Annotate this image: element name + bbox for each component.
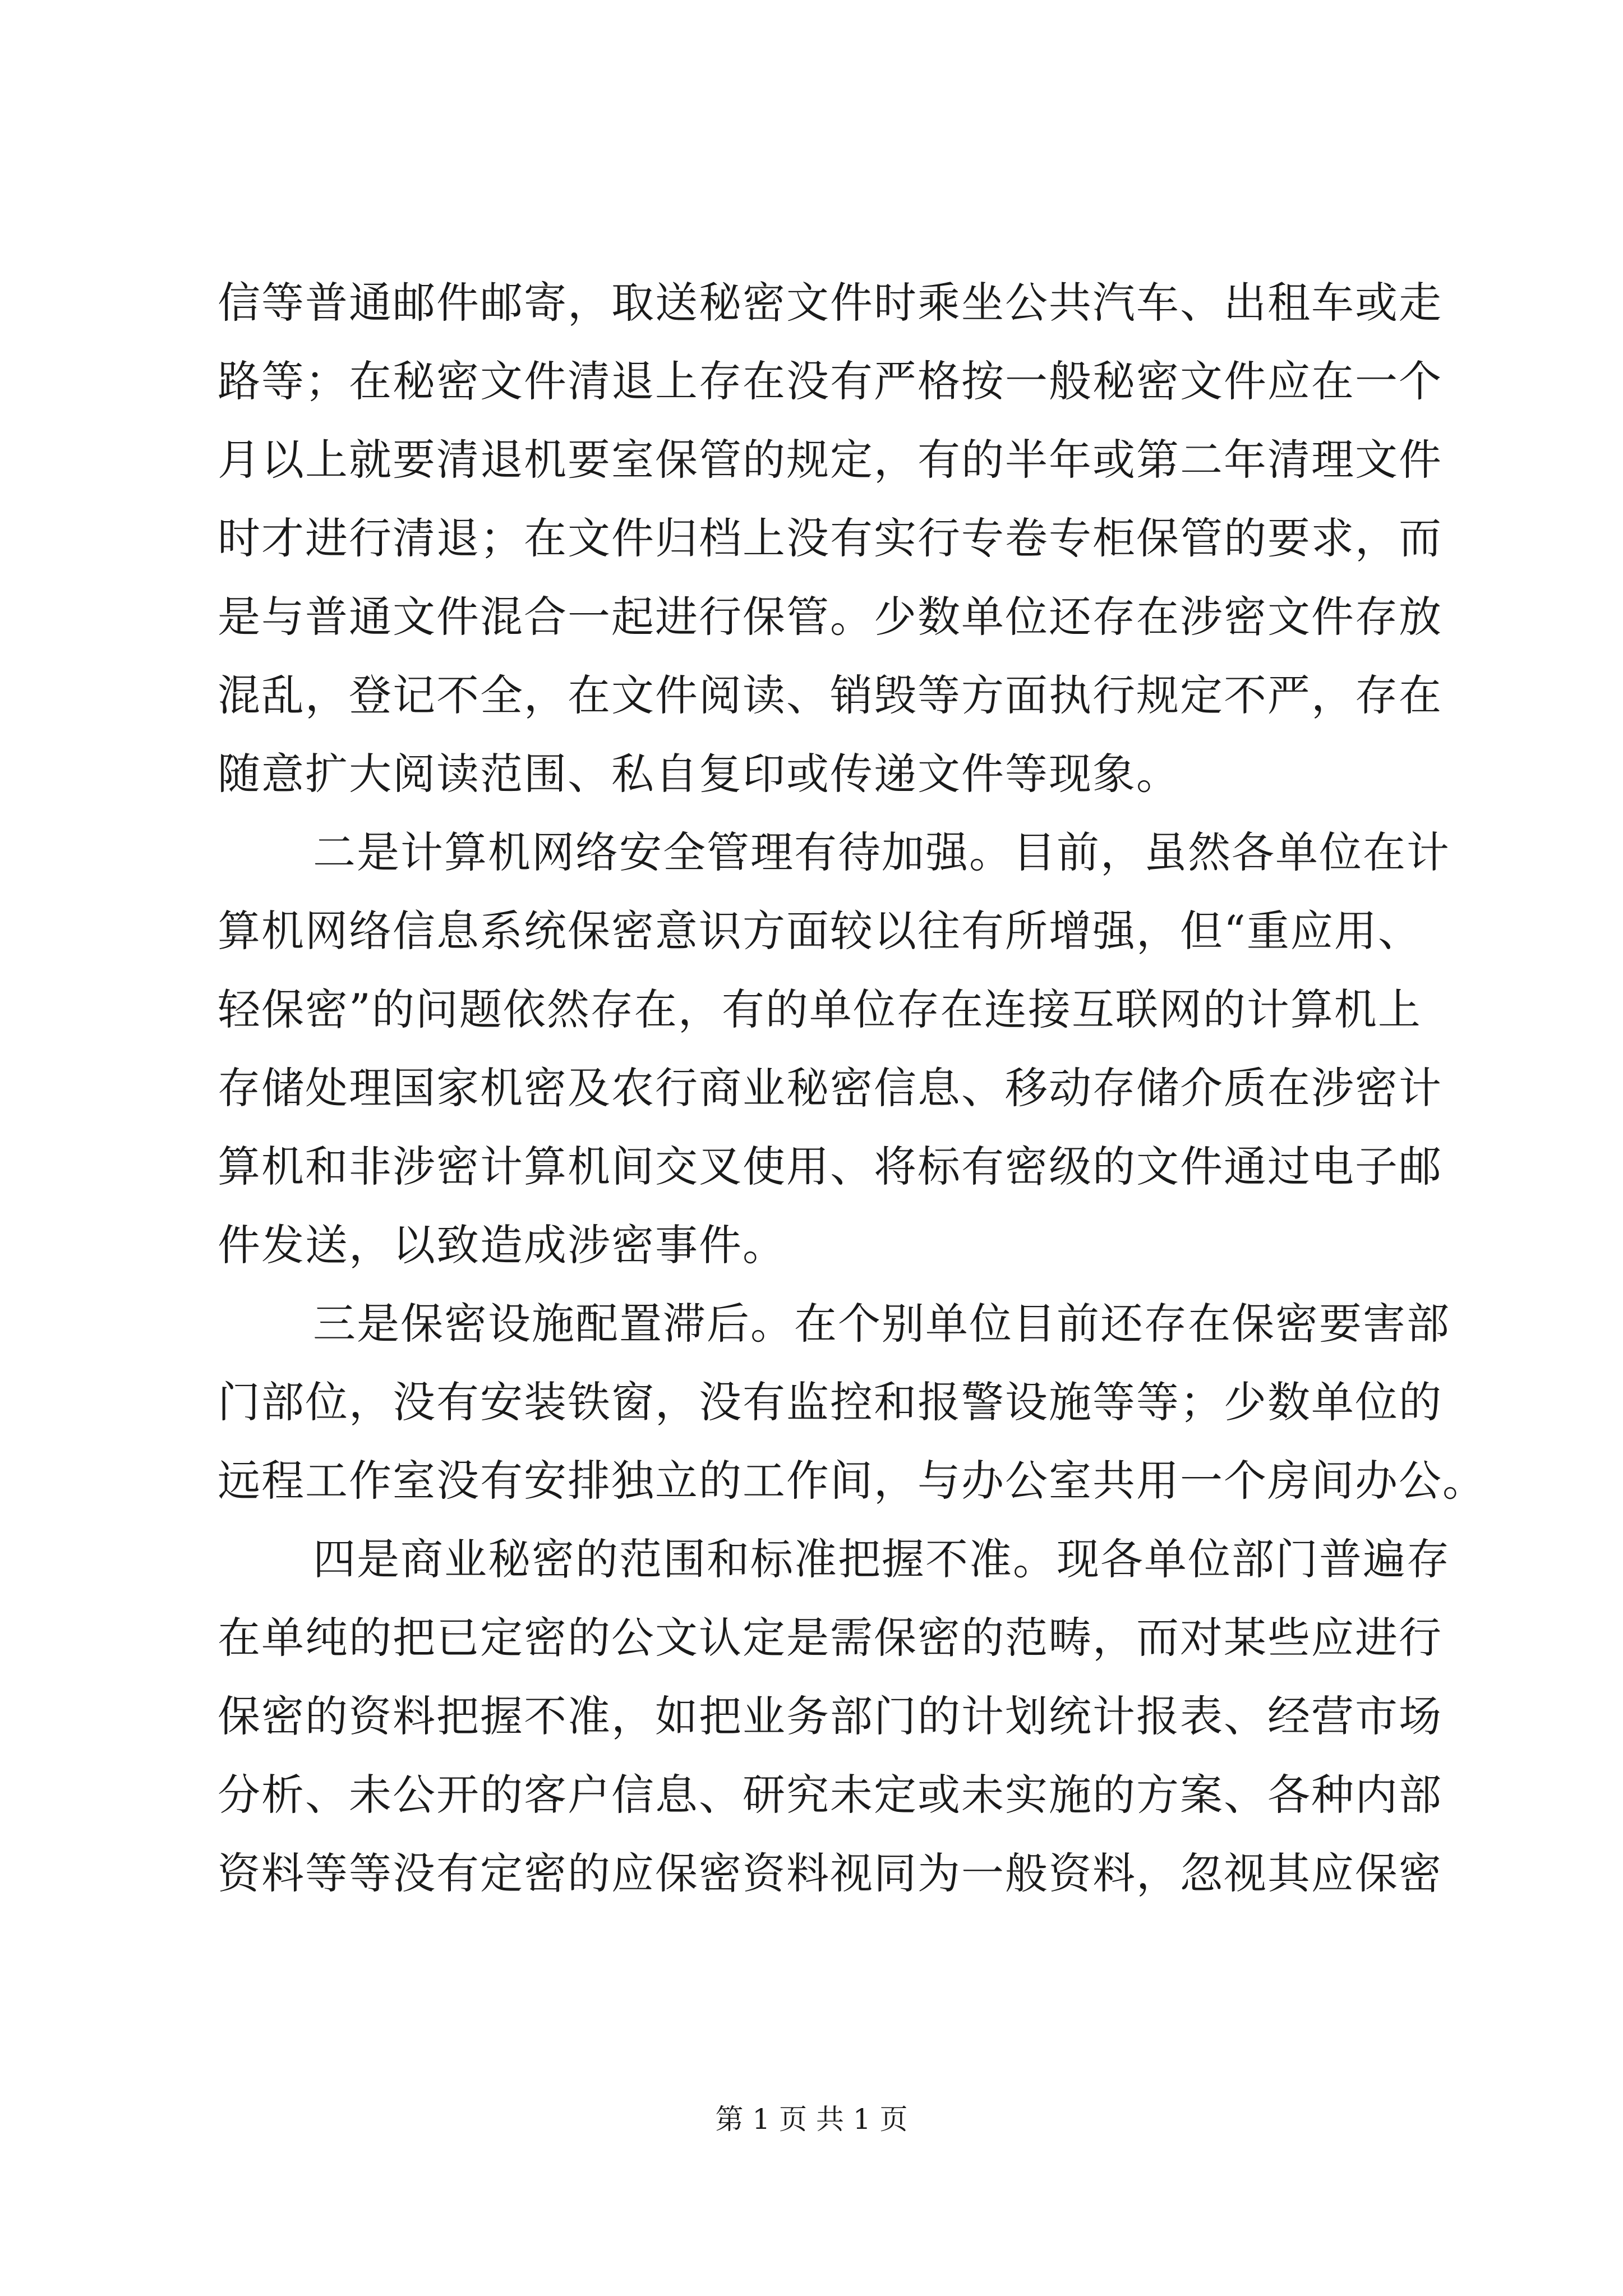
text-line: 信等普通邮件邮寄，取送秘密文件时乘坐公共汽车、出租车或走: [218, 278, 1442, 328]
text-line: 混乱，登记不全，在文件阅读、销毁等方面执行规定不严，存在: [218, 670, 1442, 720]
text-line: 随意扩大阅读范围、私自复印或传递文件等现象。: [218, 749, 1180, 799]
text-line: 保密的资料把握不准，如把业务部门的计划统计报表、经营市场: [218, 1691, 1442, 1741]
page-number-footer: 第 1 页 共 1 页: [715, 2103, 908, 2136]
document-body: [218, 264, 1486, 1913]
text-line: 件发送，以致造成涉密事件。: [218, 1220, 786, 1270]
paragraph-2: [218, 813, 1450, 1285]
paragraph-1: [218, 264, 1442, 813]
paragraph-3: [218, 1285, 1486, 1520]
text-line: 二是计算机网络安全管理有待加强。目前，虽然各单位在计: [313, 827, 1450, 877]
text-line: 月以上就要清退机要室保管的规定，有的半年或第二年清理文件: [218, 435, 1442, 485]
text-line: 算机网络信息系统保密意识方面较以往有所增强，但“重应用、: [218, 906, 1422, 956]
paragraph-4: [218, 1520, 1450, 1913]
text-line: 分析、未公开的客户信息、研究未定或未实施的方案、各种内部: [218, 1770, 1442, 1820]
text-line: 三是保密设施配置滞后。在个别单位目前还存在保密要害部: [313, 1299, 1450, 1349]
text-line: 门部位，没有安装铁窗，没有监控和报警设施等等；少数单位的: [218, 1377, 1442, 1427]
text-line: 是与普通文件混合一起进行保管。少数单位还存在涉密文件存放: [218, 592, 1442, 642]
text-line: 远程工作室没有安排独立的工作间，与办公室共用一个房间办公。: [218, 1456, 1486, 1506]
text-line: 路等；在秘密文件清退上存在没有严格按一般秘密文件应在一个: [218, 356, 1442, 406]
text-line: 存储处理国家机密及农行商业秘密信息、移动存储介质在涉密计: [218, 1063, 1442, 1113]
text-line: 四是商业秘密的范围和标准把握不准。现各单位部门普遍存: [313, 1534, 1450, 1584]
text-line: 轻保密”的问题依然存在，有的单位存在连接互联网的计算机上: [218, 984, 1422, 1034]
text-line: 算机和非涉密计算机间交叉使用、将标有密级的文件通过电子邮: [218, 1142, 1442, 1191]
text-line: 资料等等没有定密的应保密资料视同为一般资料，忽视其应保密: [218, 1848, 1442, 1898]
text-line: 在单纯的把已定密的公文认定是需保密的范畴，而对某些应进行: [218, 1613, 1442, 1663]
text-line: 时才进行清退；在文件归档上没有实行专卷专柜保管的要求，而: [218, 513, 1442, 563]
